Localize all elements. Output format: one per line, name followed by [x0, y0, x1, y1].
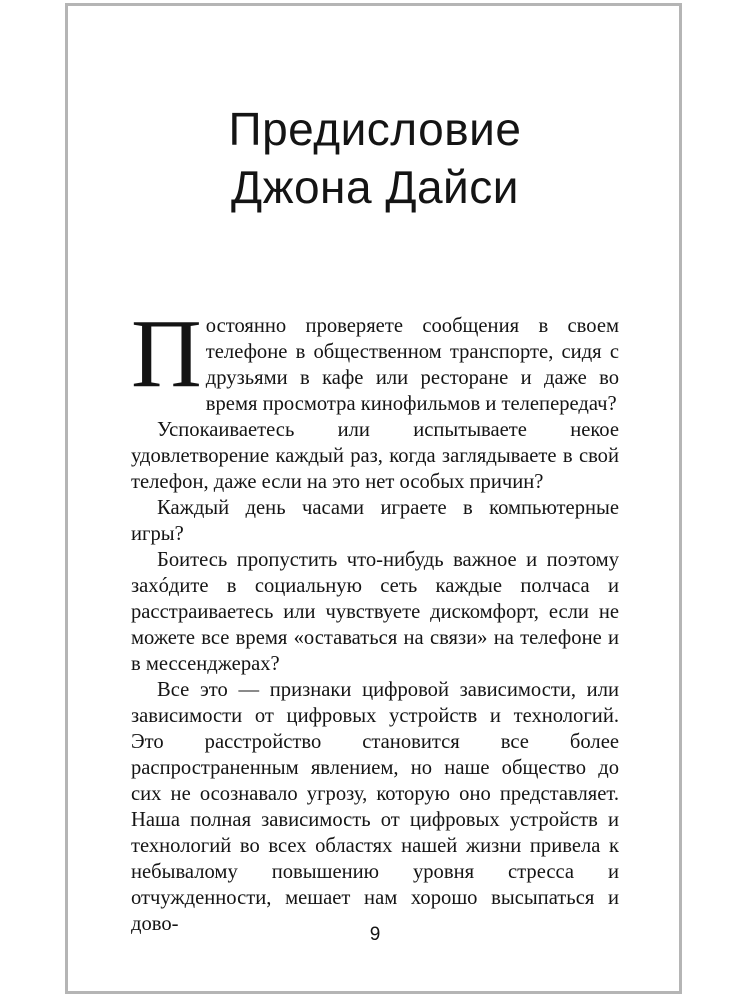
paragraph-1-text: остоянно проверяете сообщения в своем телефоне в общественном транспорте, сидя с друзьями в кафе или ресторане и даже во время просмотра кинофильмов и телепередач?	[205, 315, 619, 415]
paragraph-4: Боитесь пропустить что-нибудь важное и поэтому захóдите в социальную сеть каждые полчаса и расстраиваетесь или чувствуете дискомфорт, если не можете все время «оставаться на связи» на телефоне и в мессенджерах?	[131, 549, 619, 675]
page-number: 9	[369, 924, 381, 945]
paragraph-2: Успокаиваетесь или испытываете некое удовлетворение каждый раз, когда заглядываете в свой телефон, даже если на это нет особых причин?	[131, 419, 619, 493]
paragraph-5: Все это — признаки цифровой зависимости, или зависимости от цифровых устройств и технологий. Это расстройство становится все более распространенным явлением, но наше общество до сих не осознавало угрозу, которую оно представляет. Наша полная зависимость от цифровых устройств и технологий во всех областях нашей жизни привела к небывалому повышению уровня стресса и отчужденности, мешает нам хорошо высыпаться и дово-	[131, 679, 619, 935]
body-text	[131, 300, 619, 937]
drop-cap: П	[131, 300, 202, 408]
paragraph-1	[131, 300, 619, 417]
chapter-title-line-1: Предисловие	[228, 103, 522, 155]
paragraph-3: Каждый день часами играете в компьютерные игры?	[131, 497, 619, 545]
chapter-title	[0, 100, 750, 216]
chapter-title-line-2: Джона Дайси	[231, 161, 519, 213]
